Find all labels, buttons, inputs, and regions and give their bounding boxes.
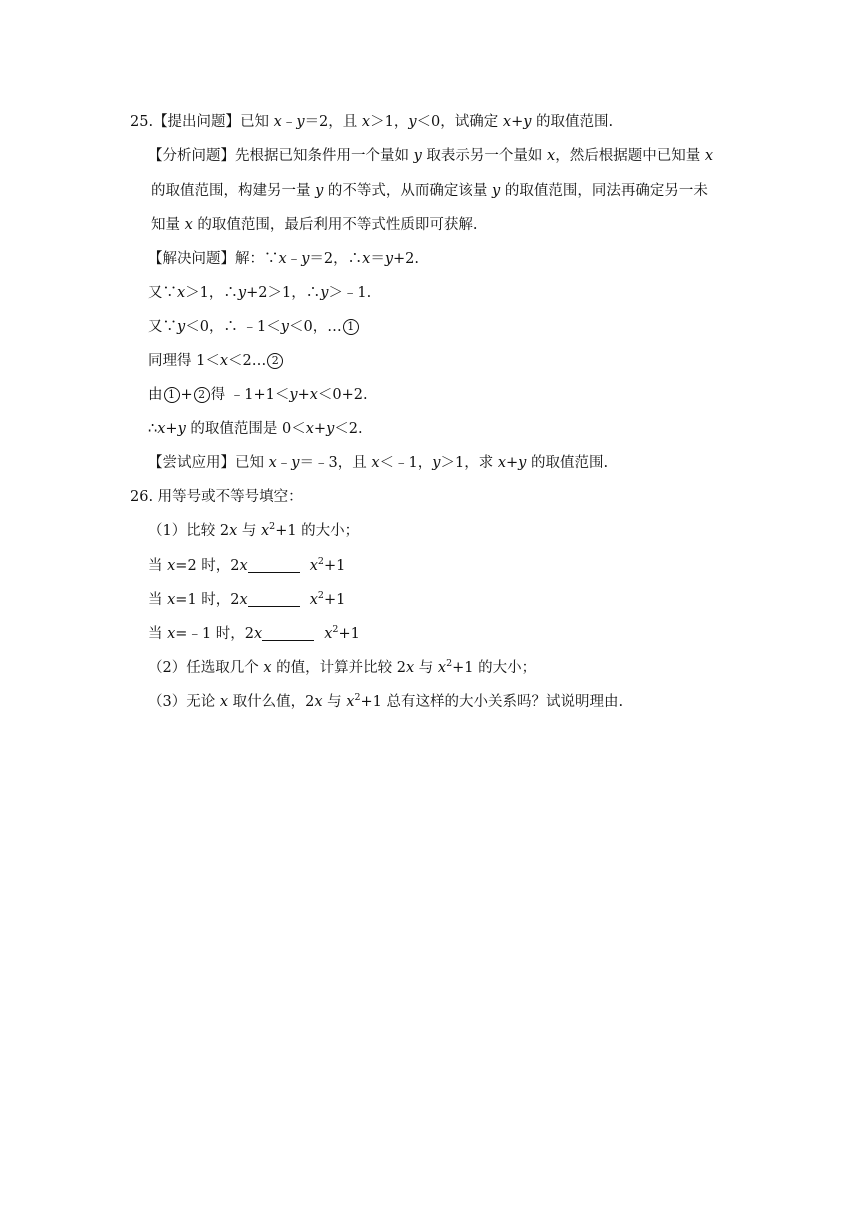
- q25-tag-pose: 【提出问题】: [153, 114, 241, 130]
- q25-step-5: ∴x+y 的取值范围是 0＜x+y＜2.: [148, 421, 363, 437]
- circled-number-2: 2: [267, 353, 283, 369]
- q25-step-1: 又∵x＞1，∴y+2＞1，∴y＞﹣1.: [148, 285, 372, 301]
- answer-blank-1[interactable]: [248, 557, 300, 573]
- q25-tag-try: 【尝试应用】: [148, 455, 235, 471]
- q26-title: 用等号或不等号填空：: [157, 489, 303, 505]
- q26-part-2: （2）任选取几个 x 的值，计算并比较 2x 与 $x^2+1$ 的大小；: [148, 658, 537, 676]
- q26-title-line: [130, 487, 303, 507]
- circled-number-1: 1: [343, 319, 359, 335]
- q25-pose-line: 25.【提出问题】已知 x﹣y＝2，且 x＞1，y＜0，试确定 x+y 的取值范围.: [130, 114, 614, 130]
- q25-tag-analyze: 【分析问题】: [148, 148, 235, 164]
- q25-step-4: 由 1 + 2 得 ﹣1+1＜y+x＜0+2.: [148, 387, 368, 403]
- q25-tag-solve: 【解决问题】: [148, 251, 235, 267]
- q25-analyze-line-1: 【分析问题】先根据已知条件用一个量如 y 取表示另一个量如 x，然后根据题中已知量 x: [148, 148, 714, 164]
- circled-number-1: 1: [164, 387, 180, 403]
- q25-step-3: 同理得 1＜x＜2… 2: [148, 351, 284, 371]
- q26-case-1: 当 x=2 时，2x $x^2+1$: [148, 556, 346, 574]
- answer-blank-2[interactable]: [248, 591, 300, 607]
- q25-step-2: 又∵y＜0，∴ ﹣1＜y＜0，… 1: [148, 317, 360, 337]
- q25-try-line: 【尝试应用】已知 x﹣y＝﹣3，且 x＜﹣1，y＞1，求 x+y 的取值范围.: [148, 455, 609, 471]
- q26-case-3: 当 x=﹣1 时，2x $x^2+1$: [148, 624, 360, 642]
- q26-part-1: （1）比较 2x 与 $x^2+1$ 的大小；: [148, 521, 360, 539]
- q26-number: 26.: [130, 489, 154, 505]
- q26-case-2: 当 x=1 时，2x $x^2+1$: [148, 590, 346, 608]
- q25-number: 25.: [130, 114, 154, 130]
- q26-part-3: （3）无论 x 取什么值，2x 与 $x^2+1$ 总有这样的大小关系吗？试说明理由.: [148, 692, 624, 710]
- answer-blank-3[interactable]: [262, 625, 314, 641]
- q25-analyze-line-3: 知量 x 的取值范围，最后利用不等式性质即可获解.: [151, 217, 478, 233]
- circled-number-2: 2: [194, 387, 210, 403]
- q25-solve-line: 【解决问题】解：∵x﹣y＝2，∴x＝y+2.: [148, 251, 419, 267]
- q25-analyze-line-2: 的取值范围，构建另一量 y 的不等式，从而确定该量 y 的取值范围，同法再确定另一未: [151, 183, 708, 199]
